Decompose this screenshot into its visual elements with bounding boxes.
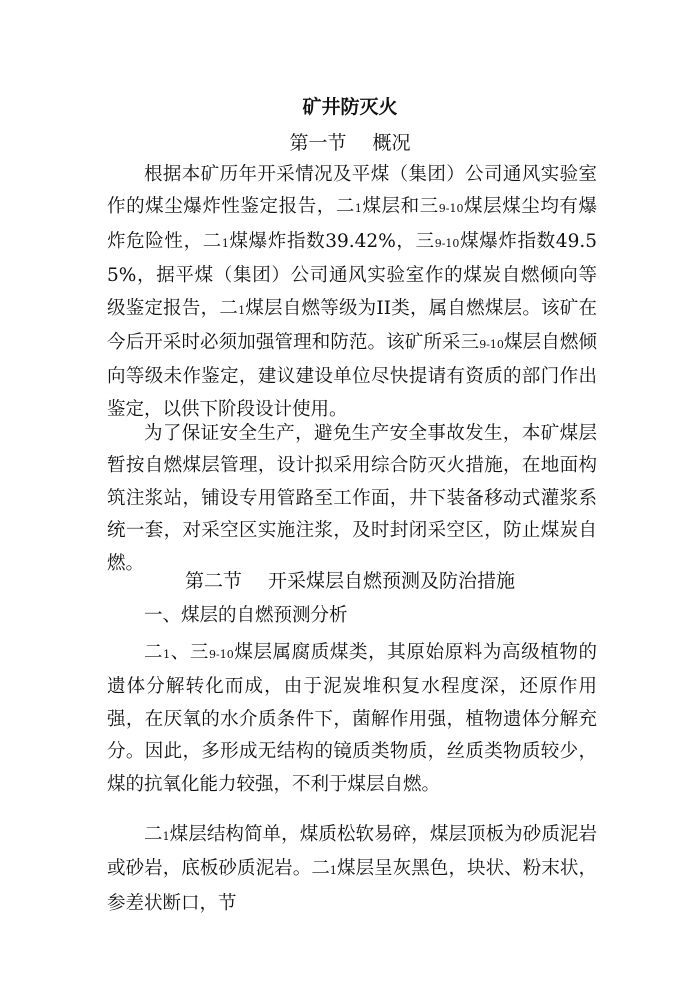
paragraph-seam-structure xyxy=(107,819,597,920)
subscript: 9-10 xyxy=(479,338,504,352)
paragraph-spontaneous-combustion-analysis xyxy=(107,637,597,801)
text-run: 煤层属腐质煤类，其原始原料为高级植物的遗体分解转化而成，由于泥炭堆积复水程度深，还原作用强，在厌氧的水介质条件下，菌解作用强，植物遗体分解充分。因此，多形成无结构的镜质类物质，丝质类物质较少，煤的抗氧化能力较强，不利于煤层自燃。 xyxy=(107,642,597,795)
text-run: 煤层自燃倾向等级未作鉴定，建议建设单位尽快提请有资质的部门作出鉴定，以供下阶段设计使用。 xyxy=(107,332,597,420)
section-name: 开采煤层自燃预测及防治措施 xyxy=(268,570,516,592)
section-name: 概况 xyxy=(372,132,411,154)
paragraph-overview xyxy=(107,159,597,426)
subscript: 1 xyxy=(238,303,246,317)
subscript: 1 xyxy=(163,648,171,661)
text-run: 煤层和三 xyxy=(361,196,439,218)
subscript: 9-10 xyxy=(438,202,464,216)
subscript: 1 xyxy=(354,202,362,216)
subscript: 9-10 xyxy=(208,648,234,661)
text-run: 煤爆炸指数49.55%，据平煤（集团）公司通风实验室作的煤炭自燃倾向等级鉴定报告，二 xyxy=(107,230,597,319)
subscript: 1 xyxy=(221,236,229,250)
section-heading-1 xyxy=(0,128,700,155)
subsection-heading: 一、煤层的自燃预测分析 xyxy=(144,605,348,626)
text-run: 二 xyxy=(144,642,164,663)
paragraph-safety-measures: 为了保证安全生产，避免生产安全事故发生，本矿煤层暂按自燃煤层管理，设计拟采用综合防灭火措施，在地面构筑注浆站，铺设专用管路至工作面，井下装备移动式灌浆系统一套，对采空区实施注浆，及时封闭采空区，防止煤炭自燃。 xyxy=(107,423,597,574)
section-number: 第二节 xyxy=(184,570,242,592)
section-heading-2 xyxy=(0,566,700,593)
text-run: 、三 xyxy=(170,642,209,663)
text-run: 煤层呈灰黑色，块状、粉末状，参差状断口，节 xyxy=(107,858,597,914)
subscript: 1 xyxy=(162,830,170,843)
subscript: 1 xyxy=(329,864,337,878)
text-run: 煤层煤尘均有爆炸危险性，二 xyxy=(107,196,597,252)
section-number: 第一节 xyxy=(289,132,347,154)
document-title: 矿井防灭火 xyxy=(302,96,398,118)
text-run: 根据本矿历年开采情况及平煤（集团）公司通风实验室作的煤尘爆炸性鉴定报告，二 xyxy=(107,164,597,218)
text-run: 煤爆炸指数39.42%，三 xyxy=(228,230,435,252)
text-run: 煤层自燃等级为II类，属自燃煤层。该矿在今后开采时必须加强管理和防范。该矿所采三 xyxy=(107,297,597,354)
text-run: 煤层结构简单，煤质松软易碎，煤层顶板为砂质泥岩或砂岩，底板砂质泥岩。二 xyxy=(107,824,597,880)
text-run: 二 xyxy=(144,824,163,845)
subscript: 9-10 xyxy=(434,236,460,250)
